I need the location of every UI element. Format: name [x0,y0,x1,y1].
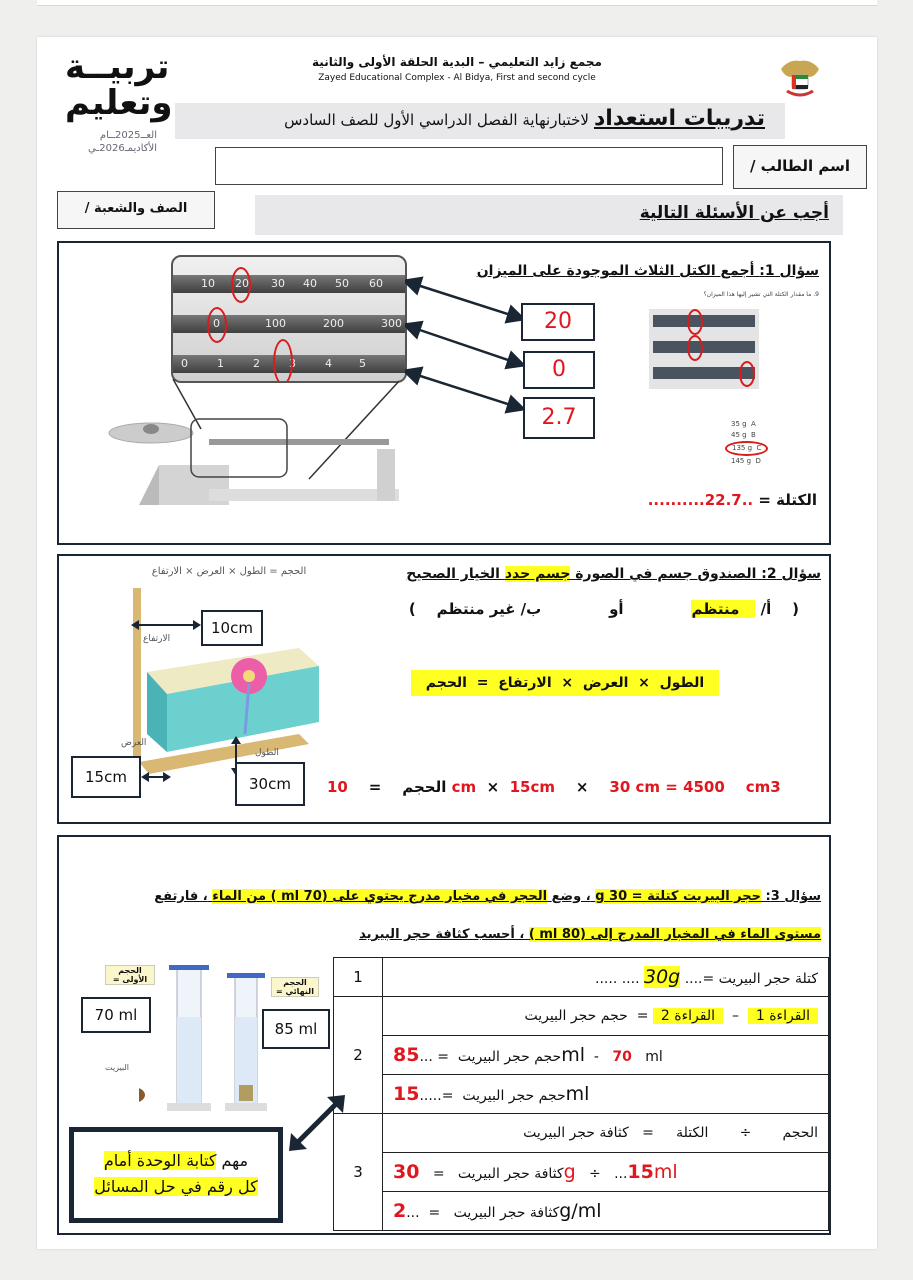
step3-formula: الحجم ÷ الكتلة = كثافة حجر البيريت [383,1114,829,1153]
choice-a: 35 g A [731,420,756,428]
height-label: الارتفاع [143,634,171,644]
option-a-correct: منتظم [691,600,755,618]
table-row [334,1036,829,1075]
length-value-box: 30cm [235,762,305,806]
step3-substitution: كثافة حجر البيريت = 30 g ÷ ...15ml [383,1153,829,1192]
mass-result [648,491,817,509]
beam2-tick: 300 [381,317,402,330]
triple-beam-balance-illustration [99,379,399,529]
beam-scale-zoom [171,255,407,383]
unit-reminder-note: مهم كتابة الوحدة أمام كل رقم في حل المسائل [69,1127,283,1223]
year-line-2: الأكاديمـ2026ـي [88,143,157,154]
length-label: الطول [255,748,279,758]
student-name-input[interactable] [215,147,723,185]
step2-formula: القراءة 1 – القراءة 2 = حجم حجر البيريت [383,997,829,1036]
height-arrow-icon [131,618,201,632]
density-answer: 2 [393,1200,407,1222]
table-row [334,1075,829,1114]
question-2-heading: سؤال 2: الصندوق جسم في الصورة جسم حدد الخيار الصحيح [406,566,821,582]
q1-number: 1: [759,263,775,279]
step-number: 3 [334,1114,383,1231]
density-mass: 30 [393,1161,420,1183]
volume-label: الحجم [402,778,447,796]
q2-options: ( أ/ منتظم أو ب/ غير منتظم ) [408,600,799,618]
beam3-tick: 0 [181,357,188,370]
mass-label: الكتلة = [758,491,817,509]
initial-reading: 70 [612,1049,632,1065]
worksheet-page [37,37,877,1249]
choice-c: 135 g C [725,441,768,456]
height-value-box: 10cm [201,610,263,646]
width-label: العرض [121,738,147,748]
image-caption: الحجم = الطول × العرض × الارتفاع [151,566,307,577]
mass-value: ..........22.7.. [647,491,754,509]
volume-answer: 15 [393,1083,420,1105]
table-row [334,1192,829,1231]
question-3-line-2: مستوى الماء في المخبار المدرج إلى (80 ml ) ، أحسب كثافة حجر البيريد [359,927,821,942]
q1-prefix: سؤال [779,263,819,279]
density-volume: 15 [627,1161,654,1183]
calc-length: 30 cm [609,778,661,796]
beam3-tick: 1 [217,357,224,370]
school-name-en: Zayed Educational Complex - Al Bidya, First and second cycle [318,73,596,83]
beam3-tick: 5 [359,357,366,370]
answer-beam-1: 20 [521,303,595,341]
title-bar [175,103,785,139]
question-2-section [57,554,831,824]
school-name-ar: مجمع زايد التعليمي – البدية الحلقة الأولى والثانية [312,55,602,69]
logo-line-1: تربيــة [65,47,170,87]
density-calc-table [333,957,829,1231]
width-value-box: 15cm [71,756,141,798]
option-b: ب/ غير منتظم [436,600,542,618]
pyrite-label: البيريت [105,1063,129,1072]
step1-mass: كتلة حجر البيريت =.... 30g .... ..... [383,958,829,997]
question-3-line-1: سؤال 3: حجر البيريت كتلتة = 30 g ، وضع الحجر في مخبار مدرج يحتوي على (70 ml ) من الماء ، فارتفع [154,889,821,904]
step-number: 1 [334,958,383,997]
final-volume-box: 85 ml [262,1009,330,1049]
calc-result: 4500 [683,778,725,796]
step2-result: حجم حجر البيريت =.....15 ml [383,1075,829,1114]
beam3-tick: 2 [253,357,260,370]
beam1-tick: 30 [271,277,285,290]
question-3-section [57,835,831,1235]
previous-page-edge [37,0,877,6]
beam1-circle [231,267,251,303]
academic-year-logo [77,129,157,155]
table-row [334,1153,829,1192]
beam-1 [173,275,405,293]
step-number: 2 [334,997,383,1114]
reference-question: 9. ما مقدار الكتلة التي تشير إليها هذا الميزان؟ [703,291,819,298]
instructions-text: أجب عن الأسئلة التالية [639,203,829,223]
beam2-tick: 0 [213,317,220,330]
calc-height: 10 cm [327,778,477,796]
beam3-tick: 4 [325,357,332,370]
beam2-tick: 100 [265,317,286,330]
table-row [334,958,829,997]
logo-line-2: وتعليم [65,83,173,123]
arrows [405,267,525,427]
answer-beam-3: 2.7 [523,397,595,439]
volume-formula: الطول × العرض × الارتفاع = الحجم [411,670,719,696]
choice-d: 145 g D [731,457,761,465]
ministry-logo [65,47,173,123]
table-row [334,997,829,1036]
calc-unit: cm3 [745,778,781,796]
question-1-heading [477,263,819,279]
initial-volume-box: 70 ml [81,997,151,1033]
beam2-circle [207,307,227,343]
answer-beam-2: 0 [523,351,595,389]
beam1-tick: 20 [235,277,249,290]
beam3-circle [273,339,293,383]
uae-emblem-icon [777,55,823,99]
table-row [334,1114,829,1153]
calc-width: 15cm [509,778,556,796]
beam3-tick: 3 [289,357,296,370]
reference-balance-image [649,309,759,389]
final-volume-callout: الحجم النهائي = [271,977,319,997]
beam2-tick: 200 [323,317,344,330]
q1-text: أجمع الكتل الثلاث الموجودة على الميزان [476,263,755,279]
volume-calculation: الحجم = 10 cm × 15cm × 30 cm = 4500 cm3 [327,778,781,796]
title-subtitle: لاختبارنهاية الفصل الدراسي الأول للصف السادس [284,111,589,129]
beam1-tick: 40 [303,277,317,290]
beam1-tick: 10 [201,277,215,290]
choice-b: 45 g B [731,431,756,439]
initial-volume-callout: الحجم الأولى = [105,965,155,985]
beam1-tick: 60 [369,277,383,290]
question-1-section [57,241,831,545]
mass-answer: 30g [643,966,681,988]
step3-result: كثافة حجر البيريت = ...2 g/ml [383,1192,829,1231]
step2-substitution: حجم حجر البيريت = ...85 ml - 70 ml [383,1036,829,1075]
student-name-label: اسم الطالب / [733,145,867,189]
reference-choices [731,419,768,467]
instructions-bar [255,195,843,235]
width-arrow-icon [141,770,171,784]
year-line-1: العــ2025ــام [99,130,157,141]
title-main: تدريبات استعداد [593,106,765,131]
final-reading: 85 [393,1044,420,1066]
beam1-tick: 50 [335,277,349,290]
class-section-field[interactable]: الصف والشعبة / [57,191,215,229]
